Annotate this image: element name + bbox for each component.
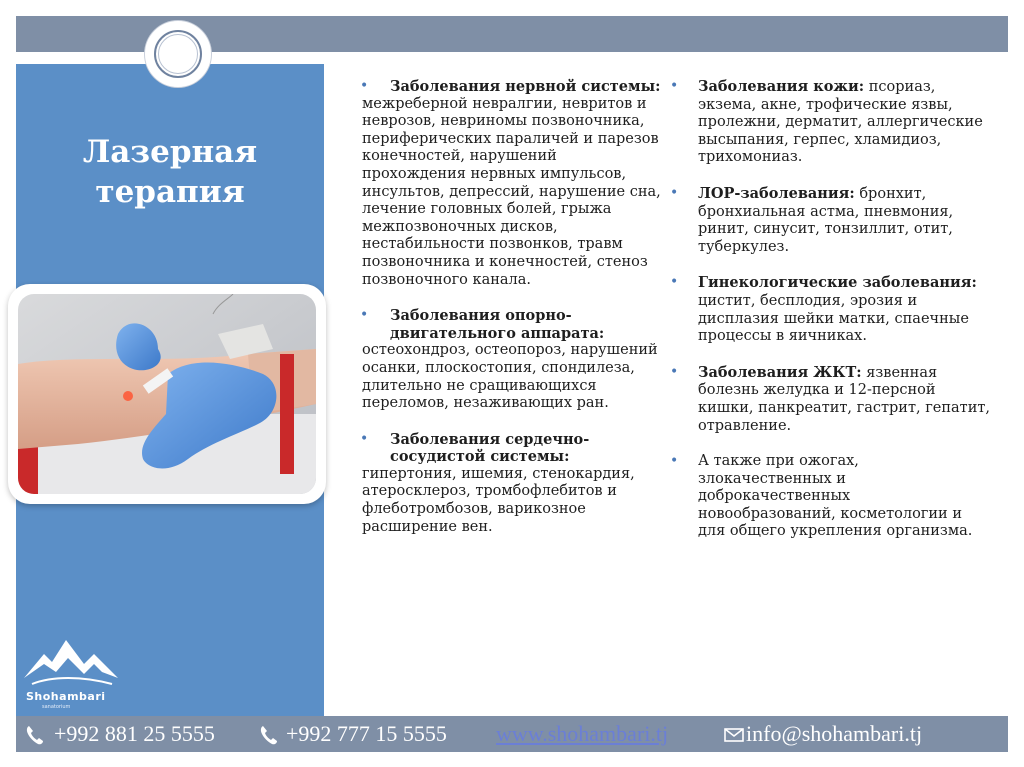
mail-icon bbox=[724, 728, 744, 742]
bullet-icon: • bbox=[360, 78, 369, 94]
list-item bbox=[672, 364, 992, 435]
item-text: псориаз, экзема, акне, трофические язвы, пролежни, дерматит, аллергические высыпания, герпес, хламидиоз, трихомониаз. bbox=[698, 79, 983, 166]
decorative-ring-icon bbox=[145, 21, 211, 87]
footer-bar bbox=[16, 716, 1008, 752]
list-item bbox=[362, 431, 662, 537]
bullet-icon: • bbox=[670, 453, 679, 470]
item-heading: Заболевания сердечно-сосудистой системы: bbox=[390, 430, 590, 466]
phone-number-1[interactable]: +992 881 25 5555 bbox=[54, 721, 215, 746]
list-item bbox=[672, 185, 992, 256]
bullet-icon: • bbox=[360, 307, 369, 324]
item-text: межреберной невралгии, невритов и неврозов, невриномы позвоночника, периферических параличей и парезов конечностей, нарушений прохождения нервных импульсов, инсультов, депрессий, нарушение сна, лечение головных болей, грыжа межпозвоночных дисков, нестабильности позвонков, травм позвоночника и конечностей, стеноз позвоночного канала. bbox=[362, 95, 661, 288]
item-text: остеохондроз, остеопороз, нарушений осанки, плоскостопия, спондилеза, длительно не сращивающихся переломов, незаживающих ран. bbox=[362, 342, 658, 412]
title-line-1: Лазерная bbox=[82, 134, 258, 170]
list-item bbox=[672, 274, 992, 345]
logo-name: Shohambari bbox=[26, 690, 106, 703]
item-heading: ЛОР-заболевания: bbox=[698, 184, 855, 202]
right-disease-list bbox=[672, 78, 992, 541]
item-heading: Заболевания ЖКТ: bbox=[698, 363, 862, 381]
laser-therapy-photo bbox=[18, 294, 316, 494]
bullet-icon: • bbox=[670, 78, 679, 94]
item-text: гипертония, ишемия, стенокардия, атеросклероз, тромбофлебитов и флеботромбозов, варикозное расширение вен. bbox=[362, 465, 635, 535]
phone-icon bbox=[26, 725, 44, 745]
item-heading: Заболевания нервной системы: bbox=[390, 78, 661, 95]
bullet-icon: • bbox=[360, 430, 369, 447]
item-heading: Заболевания кожи: bbox=[698, 78, 865, 95]
item-text: бронхит, бронхиальная астма, пневмония, ринит, синусит, тонзиллит, отит, туберкулез. bbox=[698, 185, 954, 255]
list-item bbox=[362, 307, 662, 413]
item-heading: Заболевания опорно-двигательного аппарата: bbox=[390, 307, 605, 342]
list-item bbox=[672, 453, 992, 541]
phone-number-2[interactable]: +992 777 15 5555 bbox=[286, 721, 447, 746]
item-text: цистит, бесплодия, эрозия и дисплазия шейки матки, спаечные процессы в яичниках. bbox=[698, 292, 969, 345]
item-text: А также при ожогах, злокачественных и доброкачественных новообразований, косметологии и для общего укрепления организма. bbox=[698, 453, 973, 540]
page-title bbox=[40, 132, 300, 212]
photo-frame bbox=[8, 284, 326, 504]
logo bbox=[22, 632, 122, 712]
logo-subtitle: sanatorium bbox=[42, 704, 71, 710]
item-heading: Гинекологические заболевания: bbox=[698, 274, 977, 292]
website-link[interactable]: www.shohambari.tj bbox=[496, 721, 669, 746]
list-item bbox=[362, 78, 662, 289]
left-disease-list bbox=[362, 78, 662, 536]
mountain-icon bbox=[22, 632, 122, 690]
item-text: язвенная болезнь желудка и 12-персной кишки, панкреатит, гастрит, гепатит, отравление. bbox=[698, 364, 990, 434]
phone-icon bbox=[260, 725, 278, 745]
bullet-icon: • bbox=[670, 363, 679, 380]
bullet-icon: • bbox=[670, 274, 679, 291]
title-line-2: терапия bbox=[95, 174, 245, 210]
list-item bbox=[672, 78, 992, 167]
email-link[interactable]: info@shohambari.tj bbox=[746, 721, 923, 746]
bullet-icon: • bbox=[670, 184, 679, 201]
